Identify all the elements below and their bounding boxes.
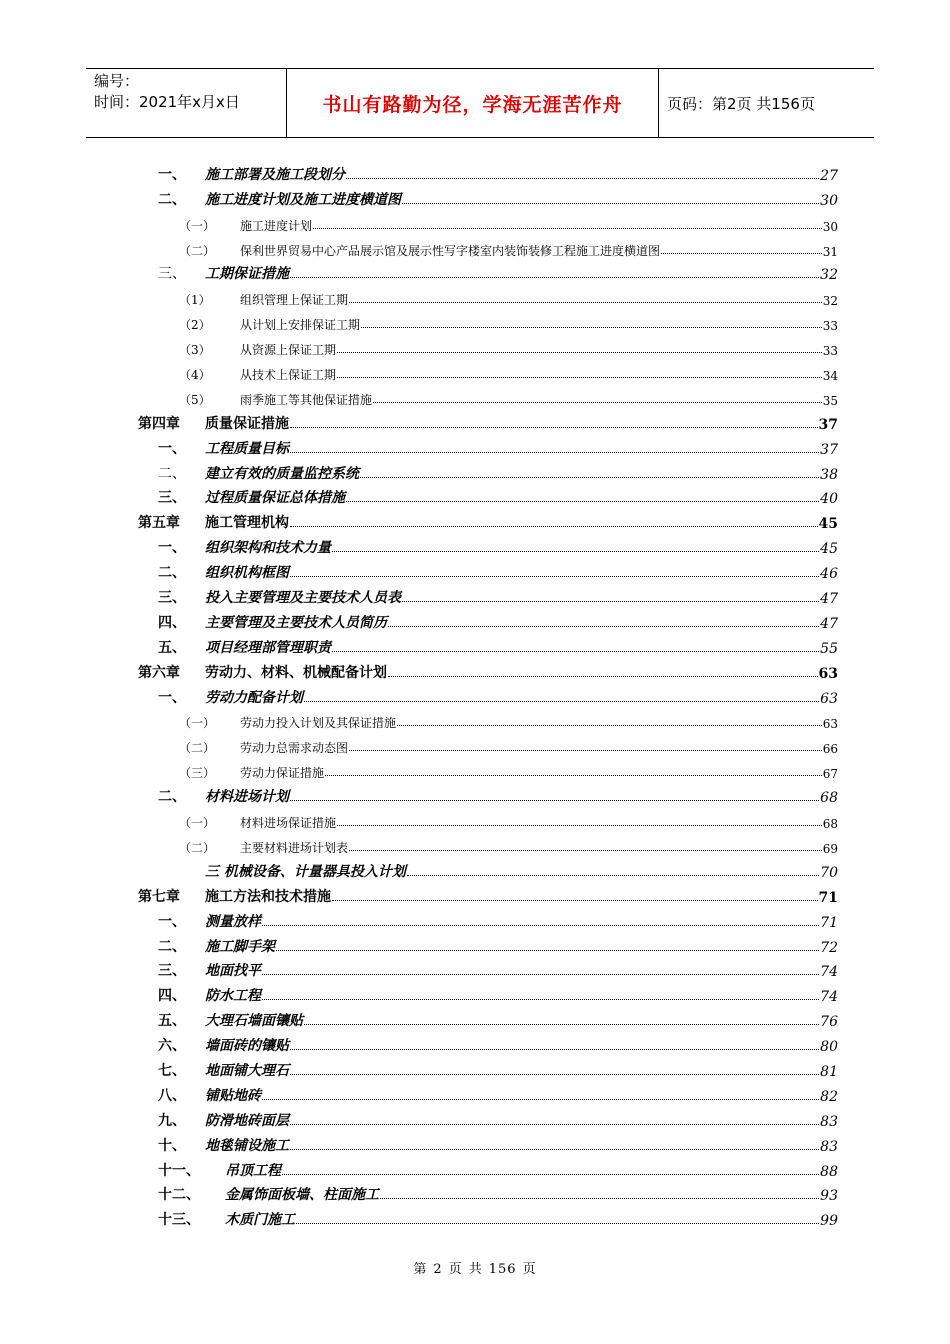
toc-entry-title: 施工脚手架 <box>205 938 275 955</box>
toc-leader-dots <box>282 1174 819 1175</box>
toc-leader-dots <box>290 1124 819 1125</box>
toc-entry[interactable] <box>138 209 838 234</box>
toc-entry-title: 过程质量保证总体措施 <box>205 490 345 507</box>
toc-entry-page: 38 <box>820 466 838 483</box>
toc-entry-page: 45 <box>818 516 838 533</box>
toc-entry-number: 一、 <box>158 440 186 457</box>
toc-entry-page: 67 <box>822 767 838 782</box>
footer-text-ye: 页 <box>448 1262 463 1277</box>
toc-entry-number: 十三、 <box>158 1212 200 1229</box>
toc-entry-number: 二、 <box>158 465 186 482</box>
toc-entry-page: 63 <box>818 665 838 682</box>
toc-entry-page: 40 <box>820 491 838 508</box>
toc-leader-dots <box>661 253 822 254</box>
toc-leader-dots <box>262 974 819 975</box>
toc-entry[interactable] <box>138 383 838 408</box>
toc-entry-title: 投入主要管理及主要技术人员表 <box>205 590 401 607</box>
toc-entry[interactable] <box>138 756 838 781</box>
toc-entry[interactable] <box>138 607 838 632</box>
toc-entry-title: 项目经理部管理职责 <box>205 639 331 656</box>
toc-entry-page: 70 <box>820 864 838 881</box>
toc-entry-title: 大理石墙面镶贴 <box>205 1013 303 1030</box>
toc-entry[interactable] <box>138 283 838 308</box>
toc-entry[interactable] <box>138 1130 838 1155</box>
toc-entry-number: 一、 <box>158 166 186 183</box>
toc-entry-title: 地毯铺设施工 <box>205 1137 289 1154</box>
toc-entry-number: 三、 <box>158 490 186 507</box>
toc-entry-number: 五、 <box>158 1013 186 1030</box>
toc-entry[interactable] <box>138 234 838 259</box>
toc-entry-title: 施工进度计划 <box>240 218 313 233</box>
page-footer <box>0 1258 950 1277</box>
toc-entry[interactable] <box>138 906 838 931</box>
toc-entry[interactable] <box>138 956 838 981</box>
toc-entry[interactable] <box>138 1155 838 1180</box>
toc-entry[interactable] <box>138 308 838 333</box>
toc-entry-title: 保利世界贸易中心产品展示馆及展示性写字楼室内装饰装修工程施工进度横道图 <box>240 243 661 258</box>
toc-entry-title: 劳动力投入计划及其保证措施 <box>240 716 397 731</box>
toc-leader-dots <box>332 651 819 652</box>
toc-entry-page: 37 <box>818 416 838 433</box>
toc-entry-page: 99 <box>820 1213 838 1230</box>
toc-entry-page: 27 <box>820 167 838 184</box>
toc-entry-title: 工程质量目标 <box>205 440 289 457</box>
toc-entry-page: 30 <box>820 192 838 209</box>
toc-entry-title: 墙面砖的镶贴 <box>205 1038 289 1055</box>
toc-entry[interactable] <box>138 507 838 532</box>
toc-leader-dots <box>407 875 819 876</box>
toc-entry[interactable] <box>138 831 838 856</box>
toc-entry-title: 从技术上保证工期 <box>240 368 337 383</box>
toc-entry[interactable] <box>138 881 838 906</box>
toc-entry-page: 76 <box>820 1014 838 1031</box>
toc-entry-number: 四、 <box>158 988 186 1005</box>
toc-entry-number: （4） <box>179 368 211 383</box>
toc-entry-page: 47 <box>820 591 838 608</box>
toc-leader-dots <box>388 626 819 627</box>
toc-entry[interactable] <box>138 184 838 209</box>
toc-entry-page: 69 <box>822 841 838 856</box>
toc-entry-number: 一、 <box>158 689 186 706</box>
toc-leader-dots <box>332 900 818 901</box>
toc-entry-title: 防水工程 <box>205 988 261 1005</box>
toc-leader-dots <box>337 825 822 826</box>
toc-leader-dots <box>349 750 822 751</box>
footer-text-gong: 共 <box>468 1262 483 1277</box>
toc-entry-number: 八、 <box>158 1087 186 1104</box>
toc-leader-dots <box>388 676 818 677</box>
toc-entry[interactable] <box>138 557 838 582</box>
toc-entry-number: 九、 <box>158 1112 186 1129</box>
toc-leader-dots <box>346 178 819 179</box>
toc-entry-title: 工期保证措施 <box>205 266 289 283</box>
toc-entry-title: 铺贴地砖 <box>205 1087 261 1104</box>
toc-entry[interactable] <box>138 582 838 607</box>
toc-entry-number: 十二、 <box>158 1187 200 1204</box>
toc-entry-number: 二、 <box>158 938 186 955</box>
toc-entry[interactable] <box>138 1204 838 1229</box>
toc-leader-dots <box>332 551 819 552</box>
toc-entry-page: 71 <box>820 914 838 931</box>
toc-leader-dots <box>402 203 819 204</box>
header-meta <box>86 69 286 137</box>
toc-entry-title: 劳动力总需求动态图 <box>240 741 349 756</box>
toc-entry-title: 材料进场保证措施 <box>240 816 337 831</box>
toc-leader-dots <box>373 402 822 403</box>
toc-leader-dots <box>262 999 819 1000</box>
toc-entry-page: 63 <box>822 717 838 732</box>
toc-entry-page: 32 <box>820 267 838 284</box>
toc-entry-page: 46 <box>820 566 838 583</box>
toc-entry-page: 34 <box>822 369 838 384</box>
toc-entry-title: 测量放样 <box>205 913 261 930</box>
toc-entry-title: 施工管理机构 <box>205 515 289 532</box>
toc-entry-number: 十、 <box>158 1137 186 1154</box>
toc-entry-number: （5） <box>179 392 211 407</box>
toc-entry-page: 68 <box>820 790 838 807</box>
toc-entry[interactable] <box>138 980 838 1005</box>
toc-entry-page: 88 <box>820 1163 838 1180</box>
toc-entry[interactable] <box>138 532 838 557</box>
header-motto: 书山有路勤为径，学海无涯苦作舟 <box>286 69 659 137</box>
toc-entry-title: 建立有效的质量监控系统 <box>205 465 359 482</box>
toc-leader-dots <box>346 501 819 502</box>
toc-entry-page: 74 <box>820 989 838 1006</box>
toc-entry[interactable] <box>138 259 838 284</box>
toc-entry-title: 组织架构和技术力量 <box>205 540 331 557</box>
toc-leader-dots <box>290 1074 819 1075</box>
toc-entry-title: 主要材料进场计划表 <box>240 840 349 855</box>
toc-entry[interactable] <box>138 458 838 483</box>
toc-entry[interactable] <box>138 1030 838 1055</box>
toc-leader-dots <box>290 1049 819 1050</box>
toc-entry-number: 三、 <box>158 963 186 980</box>
toc-entry-number: 第六章 <box>138 664 180 681</box>
toc-entry[interactable] <box>138 358 838 383</box>
toc-leader-dots <box>402 601 819 602</box>
toc-leader-dots <box>290 800 819 801</box>
toc-entry-number: 二、 <box>158 789 186 806</box>
toc-leader-dots <box>262 925 819 926</box>
toc-leader-dots <box>296 1223 819 1224</box>
toc-entry[interactable] <box>138 1005 838 1030</box>
footer-current-page: 2 <box>433 1262 443 1277</box>
toc-entry-page: 83 <box>820 1113 838 1130</box>
toc-entry-number: 一、 <box>158 540 186 557</box>
toc-entry-number: （一） <box>179 716 216 731</box>
toc-entry-number: 二、 <box>158 565 186 582</box>
toc-entry-number: 第四章 <box>138 415 180 432</box>
toc-entry-title: 劳动力、材料、机械配备计划 <box>205 664 387 681</box>
toc-entry-page: 47 <box>820 615 838 632</box>
toc-entry[interactable] <box>138 731 838 756</box>
toc-entry-title: 劳动力保证措施 <box>240 766 325 781</box>
footer-text-ye2: 页 <box>522 1262 537 1277</box>
toc-entry-title: 组织机构框图 <box>205 565 289 582</box>
toc-entry-number: （二） <box>179 741 216 756</box>
toc-leader-dots <box>262 1099 819 1100</box>
toc-entry-title: 质量保证措施 <box>205 415 289 432</box>
toc-entry[interactable] <box>138 856 838 881</box>
toc-entry-page: 55 <box>820 640 838 657</box>
toc-leader-dots <box>290 576 819 577</box>
toc-entry-page: 33 <box>822 344 838 359</box>
toc-entry-number: 一、 <box>158 913 186 930</box>
toc-leader-dots <box>290 1149 819 1150</box>
toc-entry-number: 第五章 <box>138 515 180 532</box>
toc-entry[interactable] <box>138 657 838 682</box>
footer-total-pages: 156 <box>488 1262 517 1277</box>
toc-entry-number: （二） <box>179 243 216 258</box>
toc-entry-title: 地面铺大理石 <box>205 1062 289 1079</box>
toc-entry[interactable] <box>138 632 838 657</box>
toc-entry[interactable] <box>138 159 838 184</box>
toc-entry[interactable] <box>138 781 838 806</box>
toc-entry-page: 68 <box>822 817 838 832</box>
toc-leader-dots <box>290 277 819 278</box>
toc-entry-title: 吊顶工程 <box>225 1162 281 1179</box>
toc-entry-page: 66 <box>822 742 838 757</box>
toc-entry-number: 四、 <box>158 614 186 631</box>
header-page-number: 页码：第2页 共156页 <box>667 94 815 113</box>
toc-entry-number: 十一、 <box>158 1162 200 1179</box>
toc-entry-number: 五、 <box>158 639 186 656</box>
toc-entry[interactable] <box>138 1055 838 1080</box>
toc-leader-dots <box>313 228 822 229</box>
toc-entry[interactable] <box>138 1105 838 1130</box>
toc-entry-title: 雨季施工等其他保证措施 <box>240 392 373 407</box>
toc-entry-page: 37 <box>820 441 838 458</box>
toc-leader-dots <box>290 452 819 453</box>
toc-entry-page: 35 <box>822 393 838 408</box>
toc-entry-number: （三） <box>179 766 216 781</box>
toc-entry[interactable] <box>138 806 838 831</box>
toc-entry-number: 三、 <box>158 590 186 607</box>
toc-entry-page: 71 <box>818 889 838 906</box>
toc-entry-title: 从资源上保证工期 <box>240 343 337 358</box>
toc-entry-number: （二） <box>179 840 216 855</box>
toc-leader-dots <box>304 701 819 702</box>
footer-text-di: 第 <box>413 1262 428 1277</box>
toc-entry-title: 材料进场计划 <box>205 789 289 806</box>
toc-leader-dots <box>349 850 822 851</box>
toc-entry-title: 地面找平 <box>205 963 261 980</box>
toc-entry-page: 31 <box>822 244 838 259</box>
toc-entry-title: 劳动力配备计划 <box>205 689 303 706</box>
toc-leader-dots <box>290 427 818 428</box>
toc-entry[interactable] <box>138 1080 838 1105</box>
toc-entry-page: 81 <box>820 1063 838 1080</box>
toc-entry[interactable] <box>138 707 838 732</box>
toc-entry-number: 二、 <box>158 191 186 208</box>
toc-leader-dots <box>337 377 822 378</box>
toc-entry[interactable] <box>138 433 838 458</box>
toc-leader-dots <box>276 950 819 951</box>
toc-entry-title: 金属饰面板墙、柱面施工 <box>225 1187 379 1204</box>
toc-entry-page: 33 <box>822 319 838 334</box>
toc-entry-page: 83 <box>820 1138 838 1155</box>
toc-leader-dots <box>360 477 819 478</box>
toc-entry-title: 三 机械设备、计量器具投入计划 <box>205 863 406 880</box>
toc-entry-title: 防滑地砖面层 <box>205 1112 289 1129</box>
toc-entry[interactable] <box>138 333 838 358</box>
toc-entry-number: 七、 <box>158 1062 186 1079</box>
table-of-contents <box>138 159 838 1229</box>
toc-entry-title: 组织管理上保证工期 <box>240 293 349 308</box>
toc-entry-page: 32 <box>822 294 838 309</box>
toc-leader-dots <box>349 302 822 303</box>
page-header <box>86 68 874 138</box>
toc-entry-title: 施工部署及施工段划分 <box>205 166 345 183</box>
toc-entry-number: （一） <box>179 816 216 831</box>
toc-entry-title: 木质门施工 <box>225 1212 295 1229</box>
toc-entry-page: 82 <box>820 1088 838 1105</box>
toc-entry[interactable] <box>138 682 838 707</box>
toc-leader-dots <box>304 1024 819 1025</box>
toc-entry[interactable] <box>138 483 838 508</box>
toc-leader-dots <box>361 327 822 328</box>
document-date-label: 时间：2021年x月x日 <box>94 93 240 111</box>
toc-entry-title: 施工进度计划及施工进度横道图 <box>205 191 401 208</box>
toc-entry-number: （3） <box>179 343 211 358</box>
toc-entry[interactable] <box>138 408 838 433</box>
toc-entry-number: 六、 <box>158 1038 186 1055</box>
toc-entry[interactable] <box>138 1180 838 1205</box>
toc-entry-number: （1） <box>179 293 211 308</box>
toc-entry-number: 第七章 <box>138 888 180 905</box>
toc-leader-dots <box>397 725 822 726</box>
toc-entry-number: （一） <box>179 218 216 233</box>
toc-entry-page: 63 <box>820 690 838 707</box>
toc-leader-dots <box>290 526 818 527</box>
toc-entry-number: 三、 <box>158 266 186 283</box>
toc-entry-page: 45 <box>820 541 838 558</box>
document-number-label: 编号： <box>94 72 140 90</box>
toc-entry-page: 93 <box>820 1188 838 1205</box>
toc-leader-dots <box>380 1198 819 1199</box>
toc-entry-title: 从计划上安排保证工期 <box>240 318 361 333</box>
toc-entry-number: （2） <box>179 318 211 333</box>
toc-entry-page: 72 <box>820 939 838 956</box>
toc-entry-title: 施工方法和技术措施 <box>205 888 331 905</box>
toc-leader-dots <box>337 352 822 353</box>
toc-entry[interactable] <box>138 931 838 956</box>
toc-entry-title: 主要管理及主要技术人员简历 <box>205 614 387 631</box>
toc-entry-page: 30 <box>822 219 838 234</box>
toc-entry-page: 74 <box>820 964 838 981</box>
toc-leader-dots <box>325 775 822 776</box>
toc-entry-page: 80 <box>820 1039 838 1056</box>
